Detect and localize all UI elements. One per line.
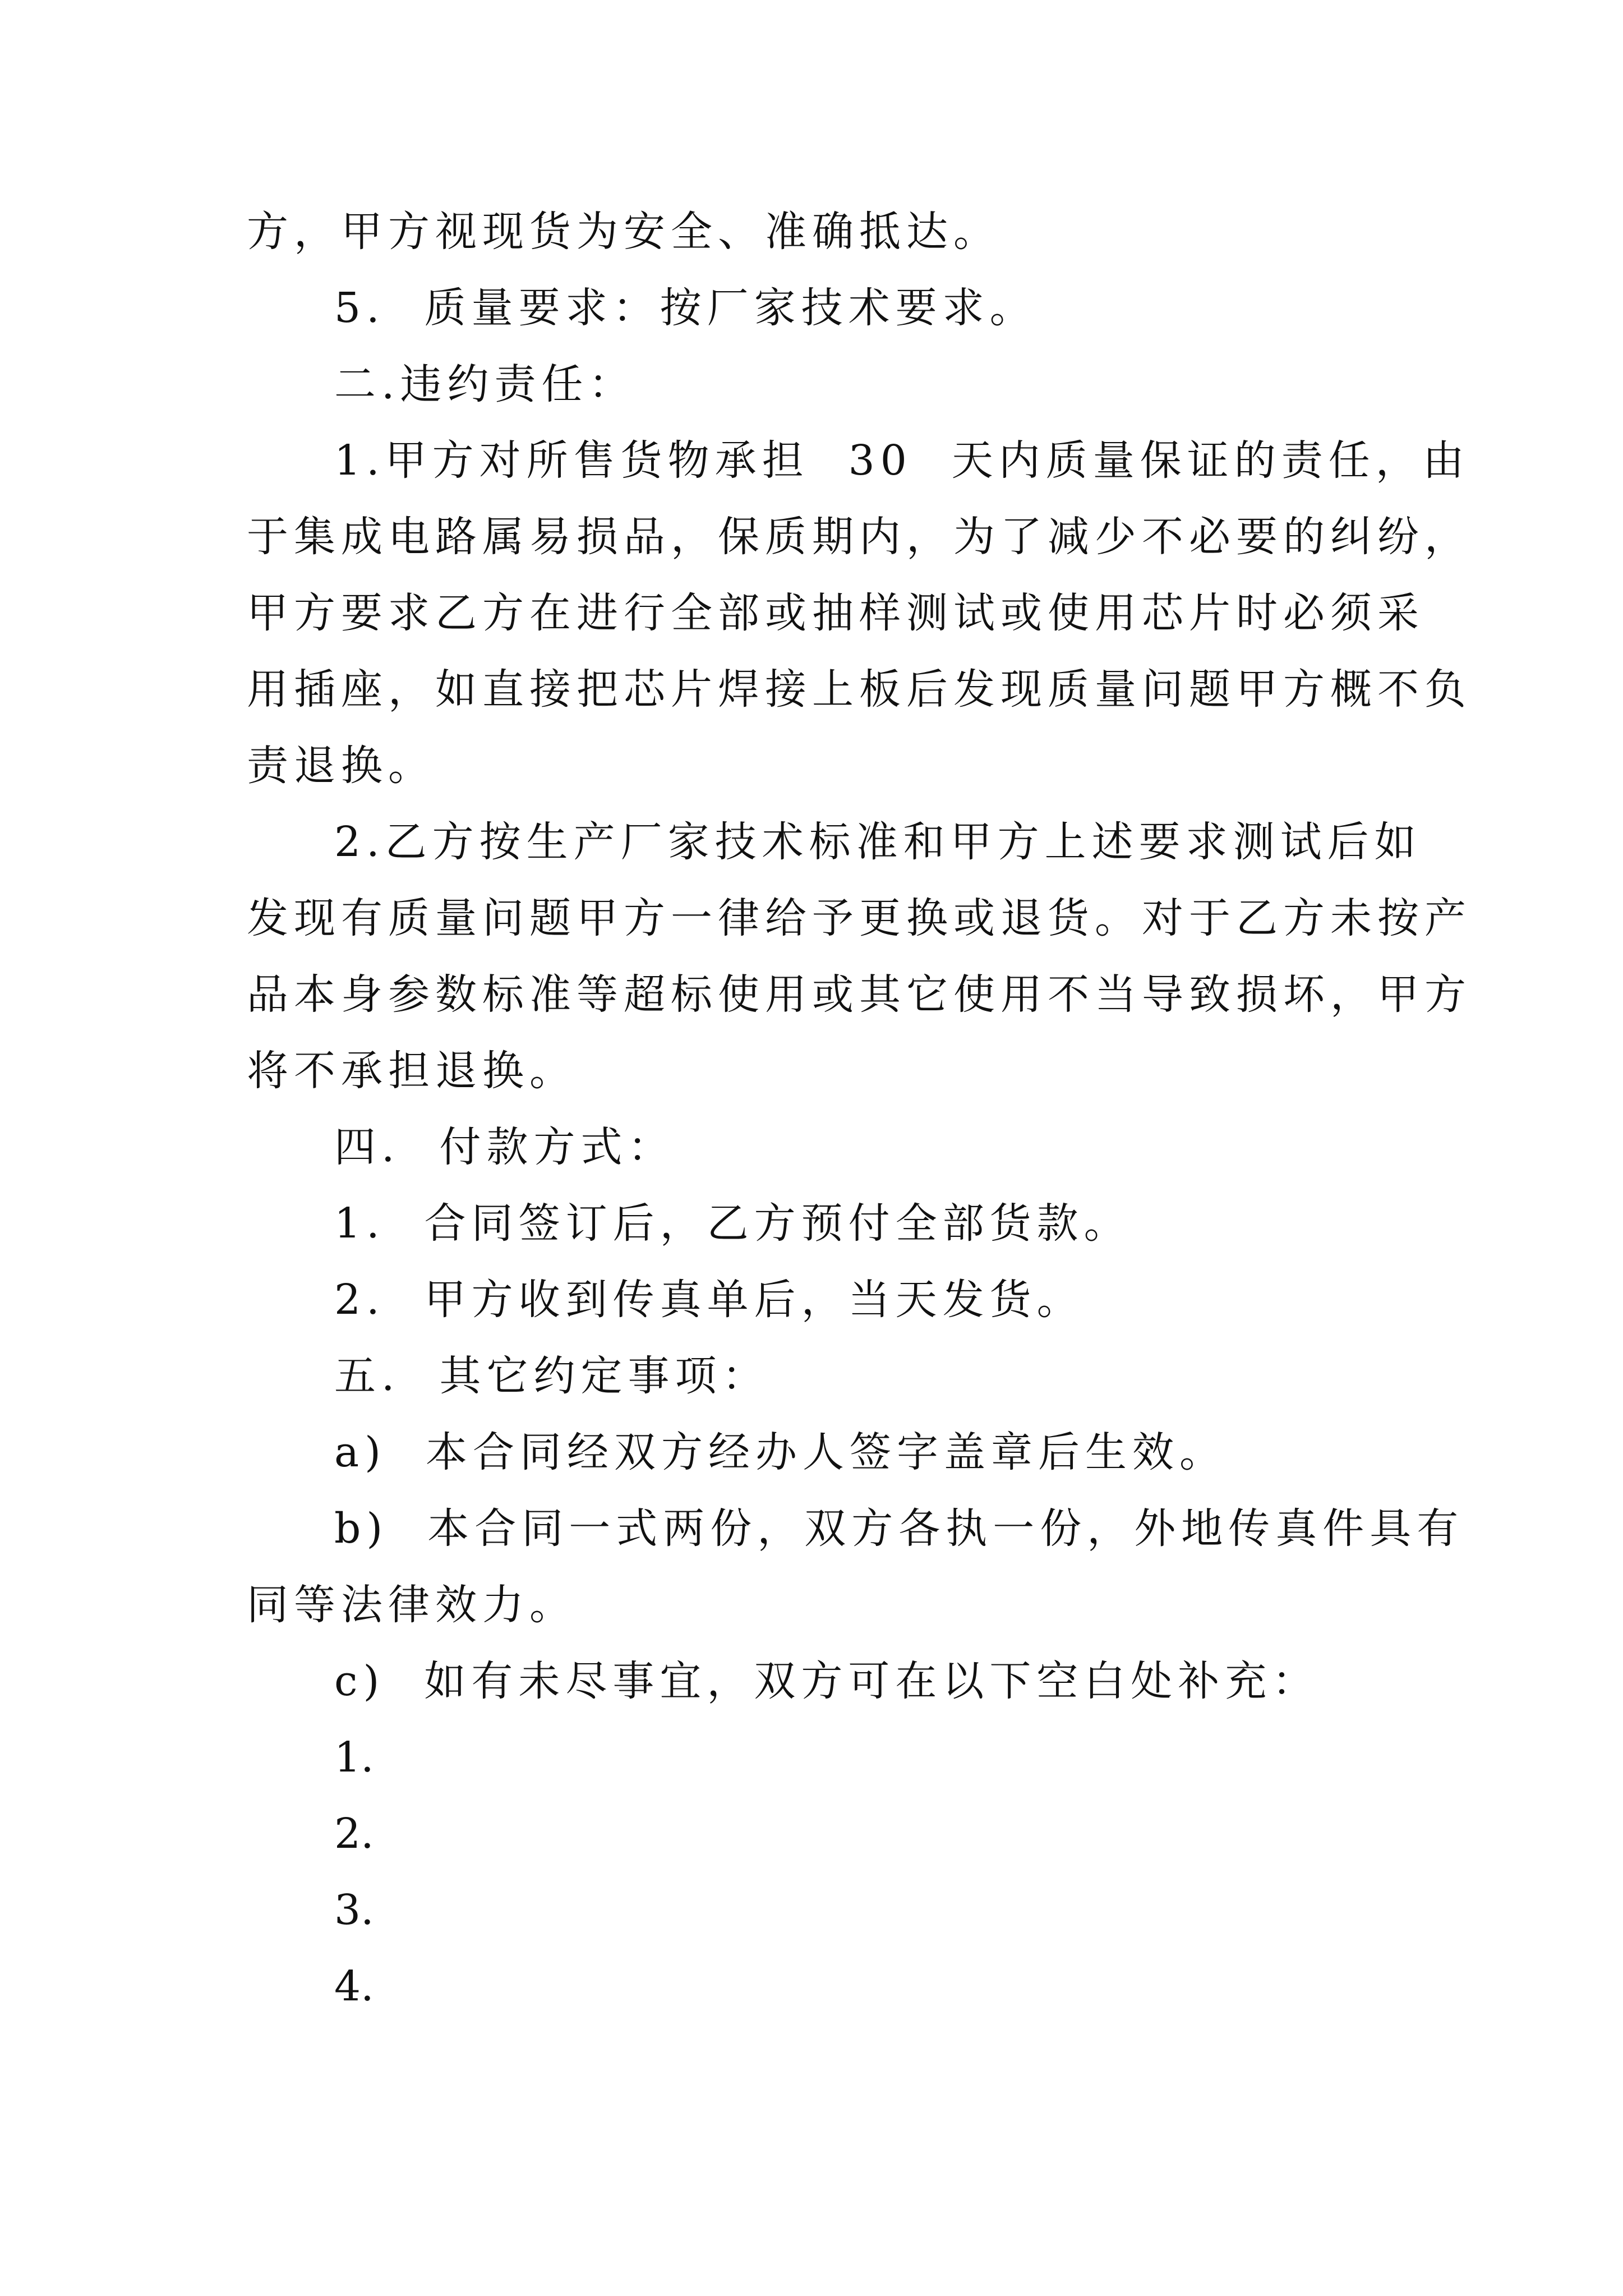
- blank-item: [334, 1948, 1478, 2025]
- text: 2.乙方按生产厂家技术标准和甲方上述要求测试后如: [334, 818, 1422, 866]
- paragraph-line: [247, 1567, 1391, 1644]
- text: 发现有质量问题甲方一律给予更换或退货。对于乙方未按产: [247, 894, 1472, 942]
- paragraph-line: [334, 804, 1478, 881]
- list-number: 五.: [334, 1352, 400, 1400]
- list-item: [334, 1185, 1478, 1262]
- text: 方，甲方视现货为安全、准确抵达。: [247, 208, 1000, 256]
- list-number: 1.: [334, 1199, 385, 1248]
- days-value: 30: [848, 436, 912, 485]
- text: 二.违约责任：: [334, 360, 636, 408]
- list-number: 3.: [334, 1886, 374, 1934]
- paragraph-line: [247, 880, 1472, 957]
- text: 于集成电路属易损品，保质期内，为了减少不必要的纠纷，: [247, 513, 1472, 561]
- list-number: 5.: [334, 284, 385, 332]
- list-item: [334, 1414, 1478, 1491]
- list-number: 4.: [334, 1962, 374, 2010]
- list-number: 1.: [334, 1733, 374, 1782]
- text: 天内质量保证的责任，由: [951, 436, 1470, 485]
- text: 本合同一式两份，双方各执一份，外地传真件具有: [427, 1504, 1464, 1553]
- list-number: 2.: [334, 1810, 374, 1858]
- section-heading: [334, 346, 1478, 423]
- text: 1.甲方对所售货物承担: [334, 436, 809, 485]
- paragraph-line: [247, 575, 1424, 652]
- text: 责退换。: [247, 742, 435, 790]
- list-item: [334, 1490, 1478, 1567]
- list-letter: a): [334, 1428, 386, 1476]
- blank-item: [334, 1796, 1478, 1872]
- list-number: 2.: [334, 1276, 385, 1324]
- text: 合同签订后，乙方预付全部货款。: [424, 1199, 1131, 1248]
- text: 如有未尽事宜，双方可在以下空白处补充：: [424, 1657, 1320, 1705]
- paragraph-line: [247, 499, 1472, 576]
- list-item: [334, 1643, 1478, 1720]
- paragraph-line: [247, 194, 1391, 270]
- blank-item: [334, 1719, 1478, 1796]
- text: 用插座，如直接把芯片焊接上板后发现质量问题甲方概不负: [247, 665, 1472, 714]
- text: 品本身参数标准等超标使用或其它使用不当导致损坏，甲方: [247, 970, 1472, 1019]
- text: 将不承担退换。: [247, 1047, 577, 1095]
- section-heading: [334, 1109, 1478, 1186]
- text: 本合同经双方经办人签字盖章后生效。: [426, 1428, 1227, 1476]
- list-number: 四.: [334, 1123, 400, 1171]
- blank-item: [334, 1872, 1478, 1949]
- text: 甲方收到传真单后，当天发货。: [424, 1276, 1084, 1324]
- paragraph-line: [247, 1033, 1391, 1110]
- paragraph-line: [247, 956, 1472, 1033]
- list-item: [334, 1262, 1478, 1338]
- paragraph-line: [334, 422, 1478, 499]
- list-letter: c): [334, 1657, 385, 1705]
- text: 质量要求：按厂家技术要求。: [424, 284, 1037, 332]
- list-item-quality: [334, 270, 1478, 347]
- text: 同等法律效力。: [247, 1581, 577, 1629]
- paragraph-line: [247, 651, 1472, 728]
- text: 其它约定事项：: [439, 1352, 769, 1400]
- paragraph-line: [247, 728, 1391, 804]
- text: 甲方要求乙方在进行全部或抽样测试或使用芯片时必须采: [247, 589, 1424, 637]
- list-letter: b): [334, 1504, 389, 1553]
- section-heading: [334, 1338, 1478, 1415]
- text: 付款方式：: [439, 1123, 675, 1171]
